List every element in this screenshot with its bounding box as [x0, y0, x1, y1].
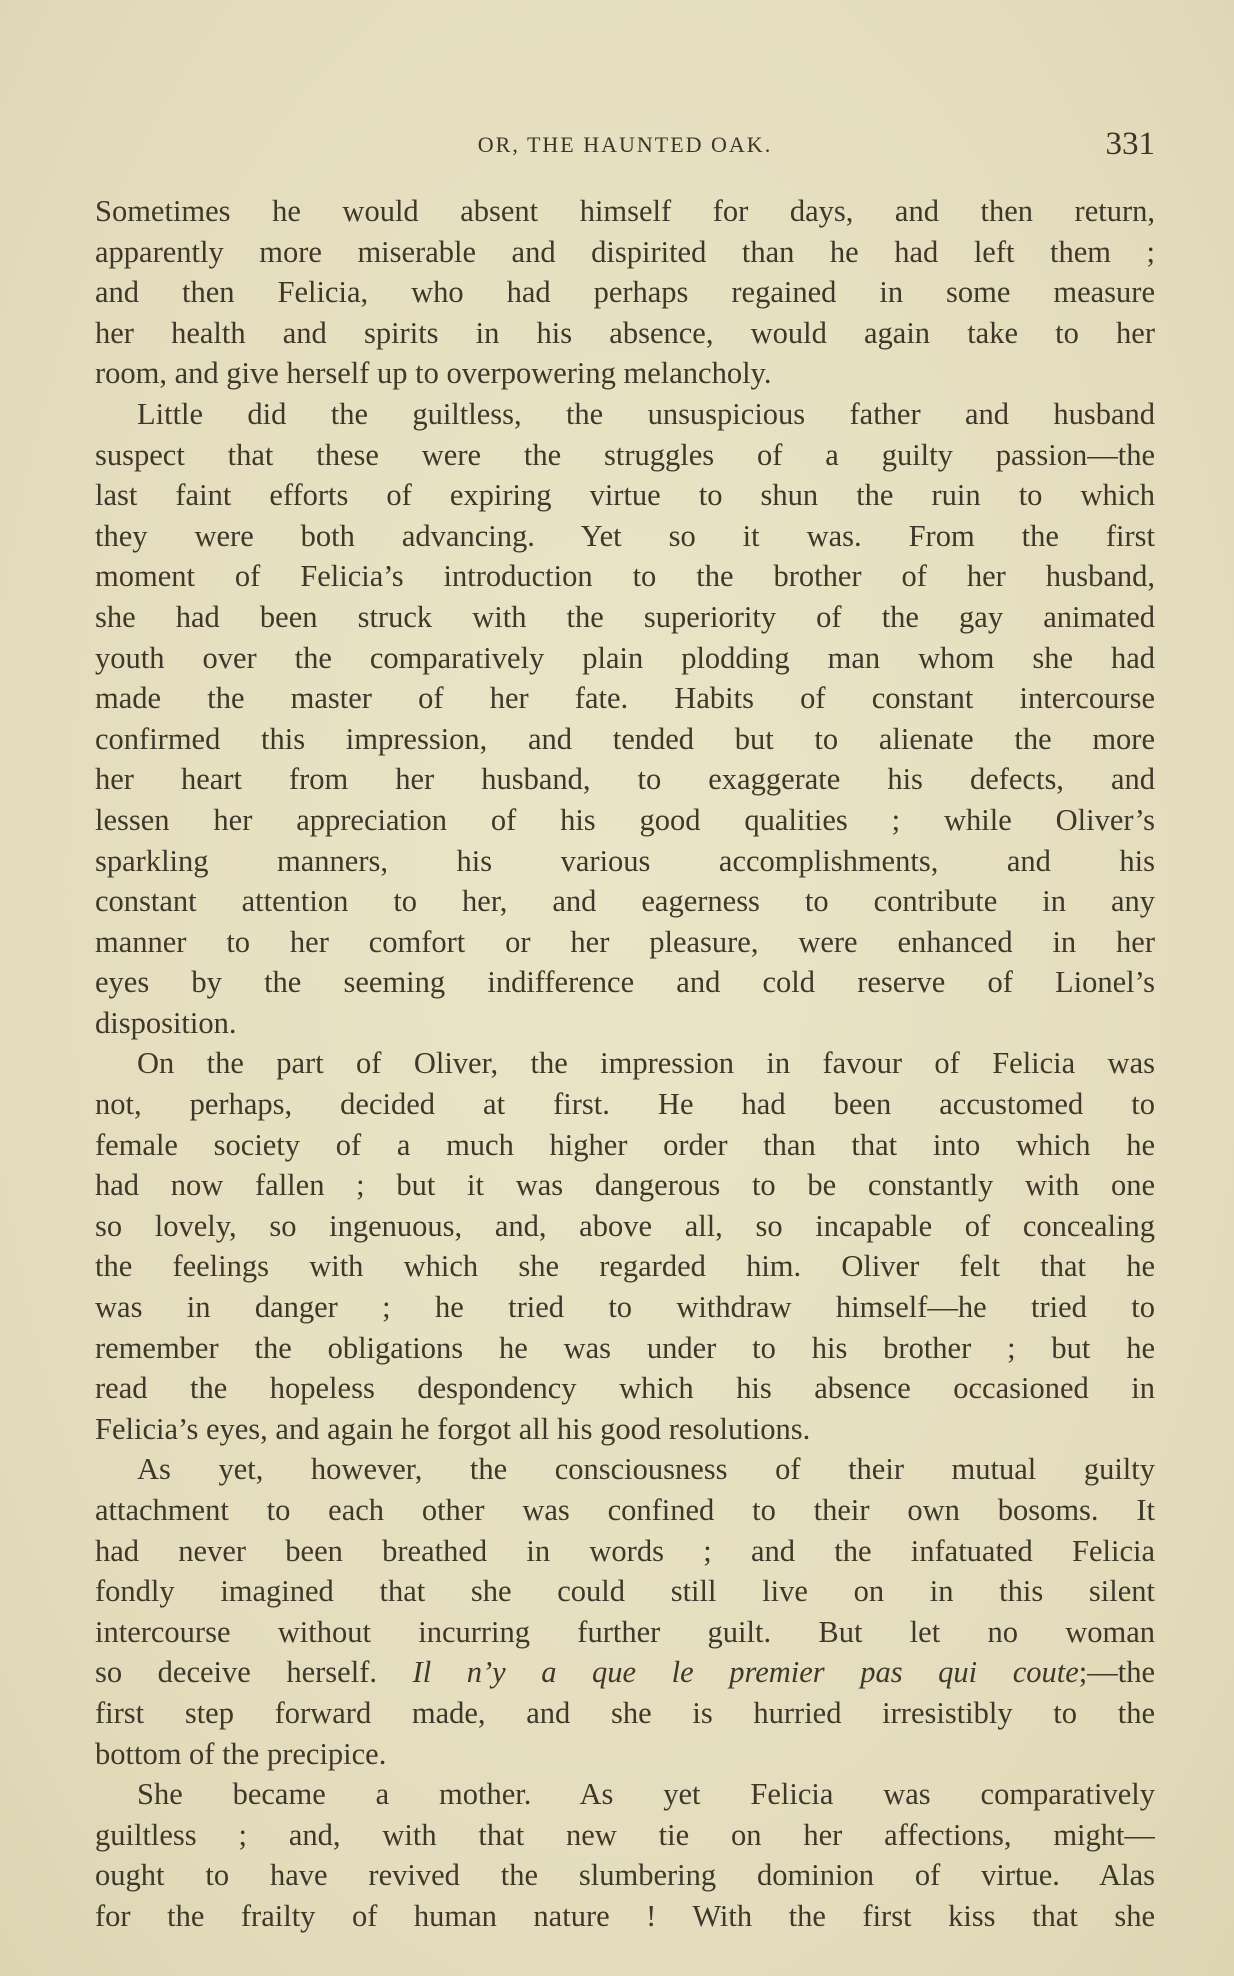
text-line: read the hopeless despondency which his absence occasioned in — [95, 1371, 1155, 1406]
text-line: youth over the comparatively plain plodding man whom she had — [95, 640, 1155, 675]
text-line: On the part of Oliver, the impression in favour of Felicia was — [137, 1046, 1155, 1081]
text-line: not, perhaps, decided at first. He had been accustomed to — [95, 1087, 1155, 1122]
text-line: and then Felicia, who had perhaps regained in some measure — [95, 275, 1155, 310]
text-line: for the frailty of human nature ! With the first kiss that she — [95, 1898, 1155, 1933]
body-text — [95, 191, 1155, 1937]
text-line: suspect that these were the struggles of a guilty passion—the — [95, 437, 1155, 472]
text-line: first step forward made, and she is hurried irresistibly to the — [95, 1695, 1155, 1730]
text-line: Felicia’s eyes, and again he forgot all his good resolutions. — [95, 1411, 811, 1446]
text-line: was in danger ; he tried to withdraw himself—he tried to — [95, 1290, 1155, 1325]
text-line: last faint efforts of expiring virtue to shun the ruin to which — [95, 478, 1155, 513]
text-line: they were both advancing. Yet so it was. From the first — [95, 518, 1155, 553]
text-line: apparently more miserable and dispirited than he had left them ; — [95, 234, 1155, 269]
text-line: so lovely, so ingenuous, and, above all, so incapable of concealing — [95, 1208, 1155, 1243]
text-line: lessen her appreciation of his good qualities ; while Oliver’s — [95, 802, 1155, 837]
text-line: room, and give herself up to overpowering melancholy. — [95, 356, 772, 391]
text-line: the feelings with which she regarded him. Oliver felt that he — [95, 1249, 1155, 1284]
text-line: remember the obligations he was under to his brother ; but he — [95, 1330, 1155, 1365]
text-segment: so deceive herself. — [95, 1655, 413, 1690]
text-line: bottom of the precipice. — [95, 1736, 387, 1771]
text-line: ought to have revived the slumbering dominion of virtue. Alas — [95, 1858, 1155, 1893]
page-number: 331 — [1105, 126, 1155, 162]
italic-phrase: Il n’y a que le premier pas qui coute — [412, 1655, 1079, 1690]
text-line: attachment to each other was confined to their own bosoms. It — [95, 1493, 1155, 1527]
text-line: intercourse without incurring further guilt. But let no woman — [95, 1614, 1155, 1649]
text-line: made the master of her fate. Habits of constant intercourse — [95, 681, 1155, 716]
text-line: had now fallen ; but it was dangerous to be constantly with one — [95, 1168, 1155, 1203]
running-header — [95, 126, 1155, 166]
text-line: constant attention to her, and eagerness to contribute in any — [95, 884, 1155, 919]
text-line: Little did the guiltless, the unsuspicious father and husband — [137, 396, 1155, 431]
text-line: female society of a much higher order than that into which he — [95, 1127, 1155, 1162]
text-line: moment of Felicia’s introduction to the brother of her husband, — [95, 559, 1155, 594]
text-line: disposition. — [95, 1005, 237, 1040]
running-title: OR, THE HAUNTED OAK. — [477, 132, 773, 157]
text-line: Sometimes he would absent himself for days, and then return, — [95, 194, 1155, 228]
text-line: manner to her comfort or her pleasure, were enhanced in her — [95, 924, 1155, 959]
text-line: fondly imagined that she could still live on in this silent — [95, 1574, 1155, 1609]
text-line — [95, 1652, 1155, 1693]
text-line: her heart from her husband, to exaggerate his defects, and — [95, 762, 1155, 797]
text-line: confirmed this impression, and tended but to alienate the more — [95, 721, 1155, 756]
text-line: guiltless ; and, with that new tie on her affections, might— — [95, 1817, 1155, 1852]
text-line: had never been breathed in words ; and the infatuated Felicia — [95, 1533, 1155, 1568]
text-line: she had been struck with the superiority of the gay animated — [95, 599, 1155, 634]
text-line: sparkling manners, his various accomplishments, and his — [95, 843, 1155, 878]
text-line: She became a mother. As yet Felicia was comparatively — [137, 1777, 1155, 1812]
text-line: As yet, however, the consciousness of their mutual guilty — [137, 1452, 1155, 1487]
text-line: her health and spirits in his absence, would again take to her — [95, 315, 1155, 350]
text-segment: ;—the — [1078, 1655, 1155, 1690]
text-line: eyes by the seeming indifference and cold reserve of Lionel’s — [95, 965, 1155, 1000]
